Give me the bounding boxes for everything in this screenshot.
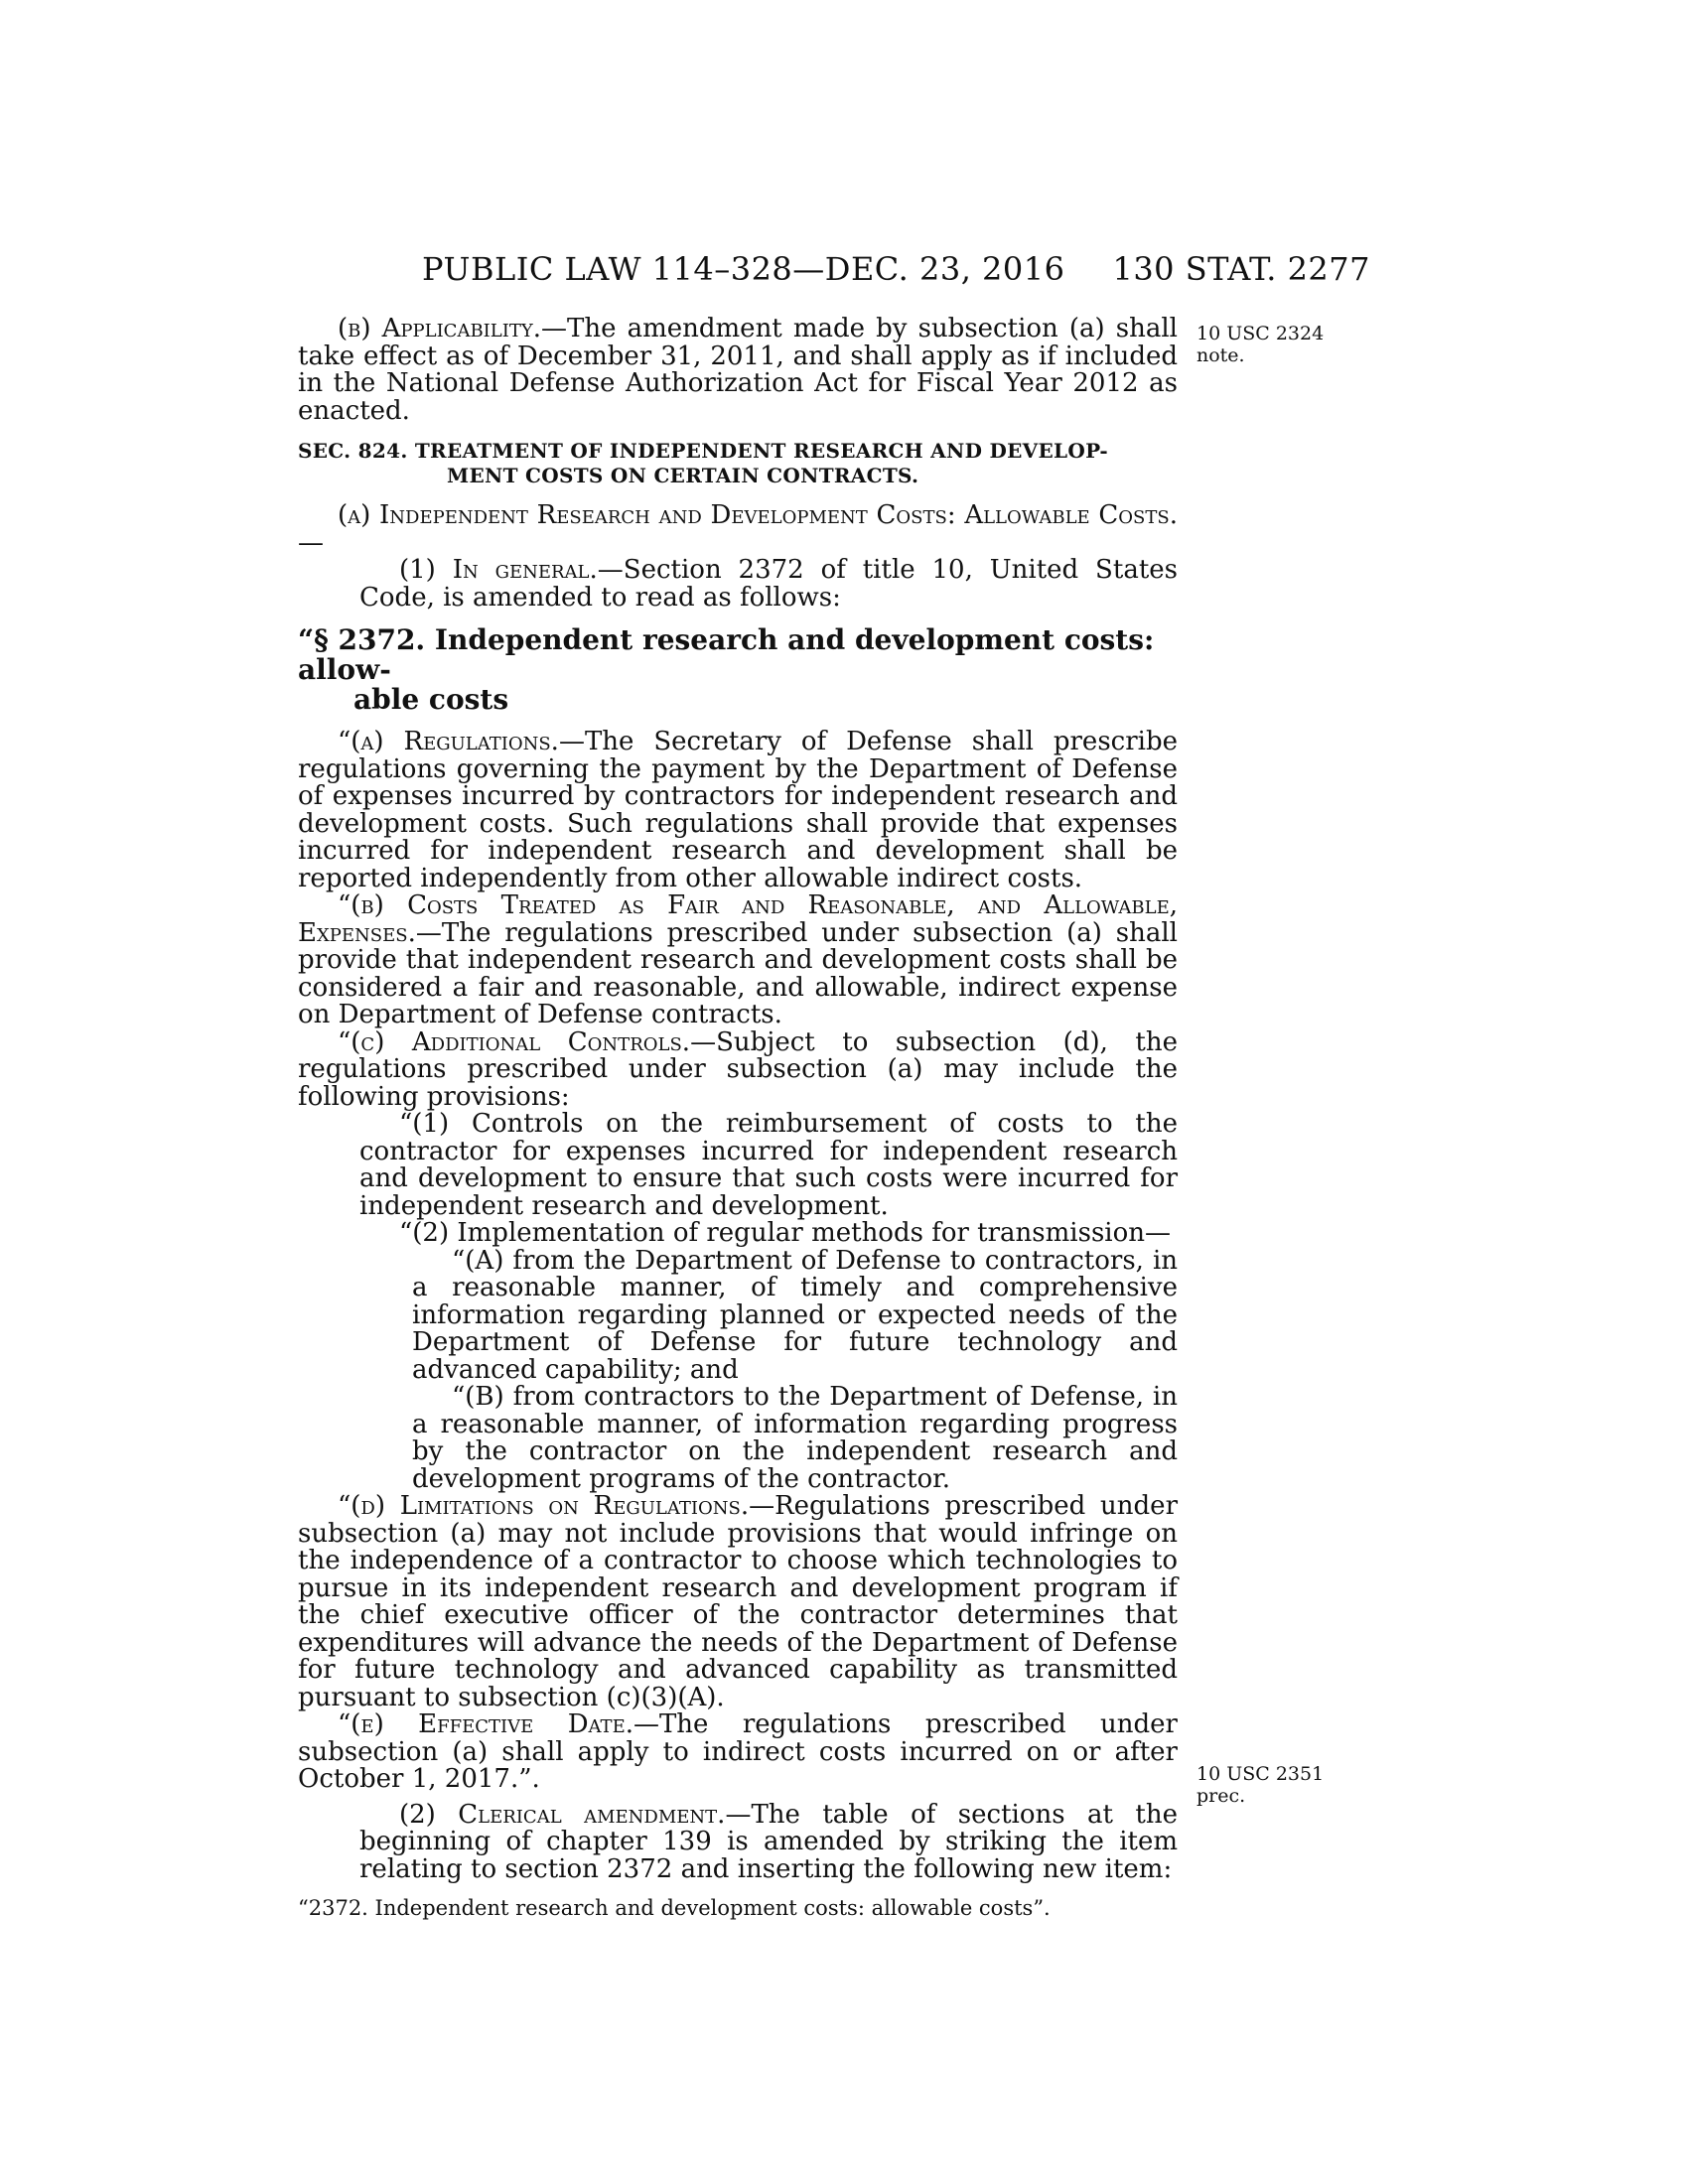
paragraph-reg-c2: “(2) Implementation of regular methods for transmission—: [399, 1218, 1172, 1248]
paragraph-text: —The amendment made by subsection (a) shall take effect as of December 31, 2011, and shall apply as if included in the National Defense Authorization Act for Fiscal Year 2012 as enacted.: [298, 314, 1179, 426]
margin-note-citation: [1196, 323, 1395, 366]
paragraph-a2: [298, 1799, 1179, 1884]
paragraph-heading: “(c) Additional Controls.: [338, 1026, 691, 1057]
section-heading-2372: [298, 625, 1178, 715]
paragraph-heading: “(b) Costs Treated as Fair and Reasonable, and Allowable, Expenses.: [298, 890, 1178, 948]
paragraph-text: —The regulations prescribed under subsection (a) shall provide that independent research and development costs shall be considered a fair and reasonable, and allowable, indirect expense on Department of Defense contracts.: [298, 917, 1178, 1029]
section-heading-line: able costs: [353, 683, 509, 716]
paragraph-reg-c: [298, 1026, 1178, 1112]
page-number: 130 STAT. 2277: [1112, 250, 1370, 288]
page-header: [298, 250, 1370, 290]
paragraph-text: —Regulations prescribed under subsection (a) may not include provisions that would infringe on the independence of a contractor to choose which technologies to pursue in its independent research and development program if the chief executive officer of the contractor determines that expenditures will advance the needs of the Department of Defense for future technology and advanced capability as transmitted pursuant to subsection (c)(3)(A).: [298, 1491, 1178, 1712]
paragraph-heading: (b) Applicability.: [338, 314, 542, 343]
paragraph-heading: “(e) Effective Date.: [338, 1709, 633, 1739]
paragraph-text: —The Secretary of Defense shall prescribe regulations governing the payment by the Department of Defense of expenses incurred by contractors for independent research and development costs. Such regulations shall provide that expenses incurred for independent research and development shall be reported independently from other allowable indirect costs.: [298, 727, 1178, 893]
margin-note-line: note.: [1196, 344, 1245, 366]
paragraph-applicability: [298, 316, 1178, 425]
paragraph-heading: (a) Independent Research and Development Costs: Allowable Costs.: [338, 500, 1178, 530]
paragraph-reg-b: [298, 892, 1178, 1029]
table-of-sections-item: “2372. Independent research and development costs: allowable costs”.: [298, 1896, 1051, 1920]
margin-note-citation: [1196, 1763, 1395, 1807]
paragraph-text: —: [298, 527, 324, 558]
section-heading-line: MENT COSTS ON CERTAIN CONTRACTS.: [447, 464, 919, 487]
paragraph-text: —Subject to subsection (d), the regulations prescribed under subsection (a) may include the following provisions:: [298, 1026, 1178, 1112]
paragraph-text: —The table of sections at the beginning of chapter 139 is amended by striking the item relating to section 2372 and inserting the following new item:: [359, 1799, 1179, 1884]
section-heading-line: SEC. 824. TREATMENT OF INDEPENDENT RESEARCH AND DEVELOP-: [298, 439, 1108, 463]
paragraph-reg-c2a: “(A) from the Department of Defense to contractors, in a reasonable manner, of timely and comprehensive information regarding planned or expected needs of the Department of Defense for future technology and advanced capability; and: [412, 1245, 1178, 1385]
paragraph-reg-c2b: “(B) from contractors to the Department of Defense, in a reasonable manner, of information regarding progress by the contractor on the independent research and development programs of the contractor.: [412, 1382, 1178, 1494]
paragraph-reg-c1: “(1) Controls on the reimbursement of costs to the contractor for expenses incurred for independent research and development to ensure that such costs were incurred for independent research and development.: [359, 1109, 1178, 1221]
paragraph-text: —The regulations prescribed under subsection (a) shall apply to indirect costs incurred on or after October 1, 2017.”.: [298, 1709, 1178, 1794]
paragraph-a1: [298, 557, 1178, 612]
margin-note-line: 10 USC 2351: [1196, 1763, 1325, 1785]
margin-note-line: 10 USC 2324: [1196, 323, 1325, 344]
running-head-title: PUBLIC LAW 114–328—DEC. 23, 2016: [422, 250, 1065, 288]
paragraph-reg-e: [298, 1711, 1178, 1794]
paragraph-heading: (1) In general.: [399, 555, 598, 585]
paragraph-reg-a: [298, 729, 1178, 892]
paragraph-reg-d: [298, 1493, 1178, 1711]
paragraph-subsection-a: [298, 502, 1178, 557]
margin-note-line: prec.: [1196, 1785, 1246, 1807]
paragraph-heading: “(d) Limitations on Regulations.: [338, 1491, 750, 1521]
section-heading-line: “§ 2372. Independent research and development costs: allow-: [298, 623, 1155, 686]
paragraph-heading: “(a) Regulations.: [338, 727, 559, 756]
paragraph-text: —Section 2372 of title 10, United States Code, is amended to read as follows:: [359, 555, 1178, 613]
section-heading-824: [298, 439, 1178, 488]
document-body: [298, 316, 1178, 1921]
paragraph-heading: (2) Clerical amendment.: [399, 1799, 726, 1830]
